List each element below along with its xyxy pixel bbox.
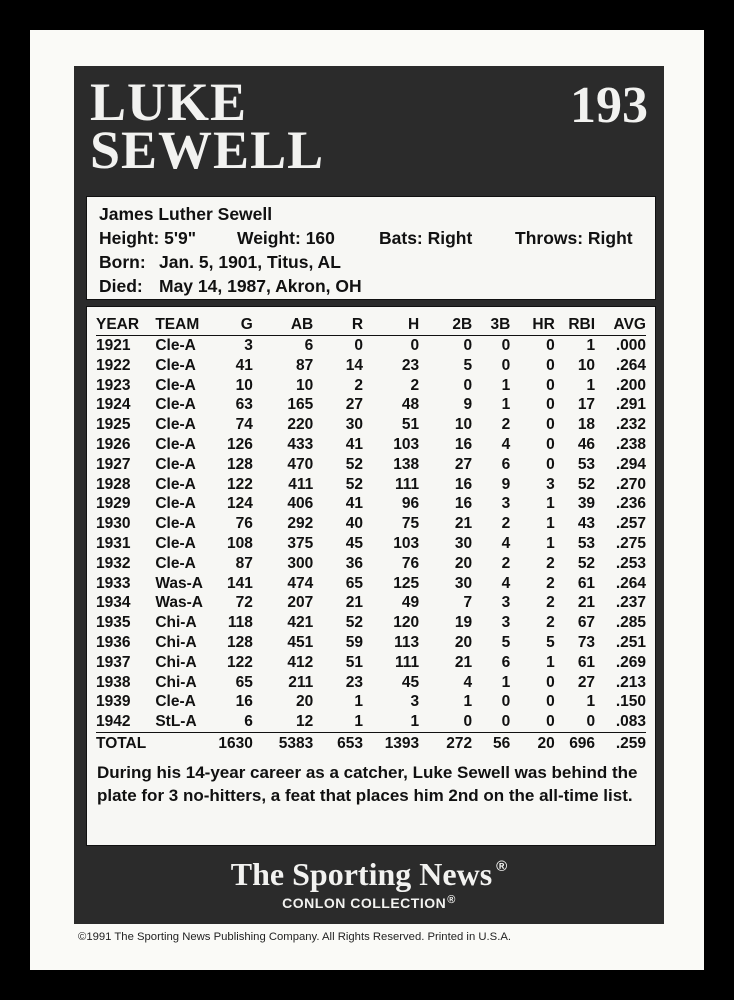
cell-g: 63 [235, 396, 253, 414]
cell-r: 51 [345, 653, 364, 671]
height: Height: 5'9" [99, 228, 197, 248]
cell-h: 1 [410, 713, 420, 731]
cell-g: 16 [235, 693, 253, 711]
total-team [155, 732, 214, 755]
cell-hr: 2 [546, 554, 555, 572]
cell-g: 126 [226, 435, 253, 453]
cell-rbi: 0 [586, 713, 596, 731]
cell-g: 41 [235, 356, 253, 374]
cell-ab: 87 [295, 356, 314, 374]
player-first-name: LUKE [90, 72, 248, 132]
cell-year: 1937 [96, 653, 131, 671]
cell-avg: .264 [615, 574, 646, 592]
sporting-news-logo [74, 856, 664, 913]
table-row [96, 653, 646, 673]
cell-team: Cle-A [155, 435, 196, 453]
bio-box [86, 196, 656, 300]
cell-r: 45 [345, 534, 364, 552]
cell-team: Cle-A [155, 475, 196, 493]
cell-avg: .200 [615, 376, 646, 394]
total-avg: .259 [595, 732, 646, 755]
cell-team: Was-A [155, 574, 203, 592]
table-row [96, 613, 646, 633]
cell-year: 1926 [96, 435, 131, 453]
cell-team: Was-A [155, 594, 203, 612]
cell-team: Cle-A [155, 337, 196, 354]
cell-g: 72 [235, 594, 253, 612]
cell-g: 122 [226, 653, 253, 671]
cell-avg: .213 [615, 673, 646, 691]
cell-ab: 375 [287, 534, 314, 552]
died-value: May 14, 1987, Akron, OH [159, 276, 362, 296]
cell-h: 76 [401, 554, 420, 572]
cell-r: 40 [345, 515, 364, 533]
cell-3b: 0 [501, 693, 511, 711]
cell-avg: .083 [615, 713, 646, 731]
table-row [96, 534, 646, 554]
cell-3b: 9 [501, 475, 511, 493]
cell-2b: 1 [463, 693, 473, 711]
career-summary: During his 14-year career as a catcher, Luke Sewell was behind the plate for 3 no-hitters, a feat that places him 2nd on the all-time list. [97, 763, 638, 805]
cell-avg: .275 [615, 534, 646, 552]
stats-total-row [96, 732, 646, 755]
cell-hr: 0 [546, 376, 555, 394]
cell-3b: 3 [501, 594, 511, 612]
total-rbi: 696 [555, 732, 595, 755]
collection-name-wrap [282, 894, 456, 912]
total-r: 653 [313, 732, 363, 755]
cell-rbi: 67 [577, 614, 596, 632]
registered-mark: ® [496, 858, 508, 875]
cell-g: 74 [235, 416, 253, 434]
cell-team: Cle-A [155, 356, 196, 374]
cell-hr: 1 [546, 653, 555, 671]
cell-ab: 300 [287, 554, 314, 572]
cell-ab: 6 [304, 337, 314, 354]
cell-3b: 2 [501, 554, 511, 572]
cell-h: 111 [395, 475, 420, 493]
cell-team: Chi-A [155, 673, 197, 691]
baseball-card-back [30, 30, 704, 970]
cell-team: Cle-A [155, 455, 196, 473]
cell-ab: 433 [287, 435, 314, 453]
cell-hr: 0 [546, 396, 555, 414]
cell-r: 0 [354, 337, 364, 354]
table-row [96, 554, 646, 574]
header-r: R [313, 315, 363, 336]
cell-hr: 0 [546, 693, 555, 711]
cell-ab: 10 [295, 376, 314, 394]
cell-3b: 4 [501, 534, 511, 552]
cell-team: Chi-A [155, 633, 197, 651]
cell-rbi: 73 [577, 633, 596, 651]
cell-h: 120 [393, 614, 420, 632]
table-row [96, 435, 646, 455]
cell-r: 23 [345, 673, 364, 691]
cell-year: 1922 [96, 356, 131, 374]
cell-avg: .264 [615, 356, 646, 374]
header-h: H [363, 315, 419, 336]
cell-team: Cle-A [155, 554, 196, 572]
table-row [96, 514, 646, 534]
cell-g: 128 [226, 633, 253, 651]
cell-avg: .253 [615, 554, 646, 572]
cell-h: 125 [393, 574, 420, 592]
cell-team: Cle-A [155, 416, 196, 434]
cell-rbi: 21 [577, 594, 596, 612]
table-row [96, 455, 646, 475]
cell-ab: 474 [287, 574, 314, 592]
table-row [96, 376, 646, 396]
table-row [96, 673, 646, 693]
table-row [96, 475, 646, 495]
cell-rbi: 1 [586, 376, 596, 394]
weight: Weight: 160 [237, 228, 335, 248]
cell-year: 1933 [96, 574, 131, 592]
cell-rbi: 46 [577, 435, 596, 453]
cell-r: 27 [345, 396, 364, 414]
cell-3b: 4 [501, 435, 511, 453]
cell-r: 52 [345, 475, 364, 493]
cell-hr: 0 [546, 455, 555, 473]
cell-year: 1925 [96, 416, 131, 434]
cell-year: 1927 [96, 455, 131, 473]
cell-rbi: 53 [577, 455, 596, 473]
cell-2b: 0 [463, 713, 473, 731]
cell-year: 1931 [96, 534, 131, 552]
cell-2b: 30 [454, 574, 473, 592]
table-row [96, 395, 646, 415]
cell-avg: .294 [615, 455, 646, 473]
cell-2b: 19 [454, 614, 473, 632]
table-row [96, 593, 646, 613]
total-2b: 272 [419, 732, 472, 755]
cell-rbi: 52 [577, 475, 596, 493]
cell-team: Chi-A [155, 653, 197, 671]
cell-avg: .257 [615, 515, 646, 533]
cell-h: 103 [393, 534, 420, 552]
cell-year: 1928 [96, 475, 131, 493]
cell-2b: 21 [454, 515, 473, 533]
cell-ab: 421 [287, 614, 314, 632]
cell-h: 49 [401, 594, 420, 612]
cell-2b: 0 [463, 337, 473, 354]
cell-3b: 2 [501, 416, 511, 434]
cell-3b: 1 [501, 376, 511, 394]
cell-g: 141 [226, 574, 253, 592]
cell-2b: 7 [463, 594, 473, 612]
cell-2b: 0 [463, 376, 473, 394]
cell-year: 1929 [96, 495, 131, 513]
cell-3b: 2 [501, 515, 511, 533]
cell-r: 41 [345, 495, 364, 513]
cell-h: 23 [401, 356, 420, 374]
cell-avg: .251 [615, 633, 646, 651]
cell-3b: 1 [501, 673, 511, 691]
cell-r: 59 [345, 633, 364, 651]
cell-rbi: 1 [586, 693, 596, 711]
cell-r: 52 [345, 614, 364, 632]
cell-rbi: 52 [577, 554, 596, 572]
cell-r: 36 [345, 554, 364, 572]
cell-ab: 451 [287, 633, 314, 651]
cell-2b: 4 [463, 673, 473, 691]
cell-ab: 292 [287, 515, 314, 533]
cell-avg: .238 [615, 435, 646, 453]
cell-year: 1921 [96, 337, 131, 354]
table-row [96, 692, 646, 712]
cell-g: 122 [226, 475, 253, 493]
cell-3b: 3 [501, 614, 511, 632]
cell-3b: 1 [501, 396, 511, 414]
cell-team: Cle-A [155, 396, 196, 414]
card-number: 193 [570, 77, 648, 134]
cell-avg: .269 [615, 653, 646, 671]
cell-ab: 211 [288, 673, 314, 691]
collection-name: CONLON COLLECTION [282, 895, 447, 911]
cell-rbi: 43 [577, 515, 596, 533]
cell-rbi: 61 [577, 653, 596, 671]
cell-r: 1 [354, 693, 364, 711]
cell-rbi: 39 [577, 495, 596, 513]
table-row [96, 494, 646, 514]
cell-hr: 2 [546, 614, 555, 632]
cell-g: 118 [227, 614, 253, 632]
table-row [96, 712, 646, 732]
cell-2b: 5 [463, 356, 473, 374]
cell-g: 65 [235, 673, 253, 691]
cell-avg: .236 [615, 495, 646, 513]
cell-rbi: 18 [577, 416, 596, 434]
cell-avg: .000 [615, 337, 646, 354]
cell-3b: 0 [501, 356, 511, 374]
cell-rbi: 1 [586, 337, 596, 354]
cell-g: 108 [226, 534, 253, 552]
table-row [96, 415, 646, 435]
cell-ab: 207 [287, 594, 314, 612]
cell-r: 52 [345, 455, 364, 473]
header-3b: 3B [472, 315, 510, 336]
total-h: 1393 [363, 732, 419, 755]
stats-box [86, 306, 656, 846]
cell-year: 1936 [96, 633, 131, 651]
cell-2b: 10 [454, 416, 473, 434]
header-hr: HR [510, 315, 555, 336]
header-ab: AB [253, 315, 313, 336]
cell-team: Cle-A [155, 534, 196, 552]
cell-h: 111 [395, 653, 420, 671]
died-label: Died: [99, 276, 143, 296]
cell-hr: 2 [546, 574, 555, 592]
cell-h: 75 [401, 515, 420, 533]
cell-r: 1 [354, 713, 364, 731]
copyright-notice: ©1991 The Sporting News Publishing Company. All Rights Reserved. Printed in U.S.A. [78, 931, 512, 943]
cell-year: 1939 [96, 693, 131, 711]
table-row [96, 574, 646, 594]
cell-h: 138 [393, 455, 420, 473]
cell-h: 2 [410, 376, 420, 394]
header-team: TEAM [155, 315, 214, 336]
full-name: James Luther Sewell [99, 204, 273, 224]
table-row [96, 633, 646, 653]
cell-2b: 20 [454, 554, 473, 572]
cell-year: 1935 [96, 614, 131, 632]
cell-3b: 0 [501, 713, 511, 731]
cell-2b: 27 [454, 455, 473, 473]
cell-hr: 0 [546, 435, 555, 453]
header-2b: 2B [419, 315, 472, 336]
cell-r: 65 [345, 574, 364, 592]
cell-3b: 6 [501, 455, 511, 473]
cell-hr: 0 [546, 356, 555, 374]
cell-g: 10 [235, 376, 253, 394]
total-hr: 20 [510, 732, 555, 755]
cell-avg: .291 [615, 396, 646, 414]
cell-avg: .232 [615, 416, 646, 434]
cell-rbi: 53 [577, 534, 596, 552]
cell-r: 21 [345, 594, 364, 612]
total-ab: 5383 [253, 732, 313, 755]
cell-2b: 20 [454, 633, 473, 651]
cell-rbi: 27 [577, 673, 596, 691]
cell-hr: 5 [546, 633, 555, 651]
header-g: G [215, 315, 253, 336]
cell-rbi: 10 [577, 356, 596, 374]
cell-avg: .150 [615, 693, 646, 711]
cell-r: 2 [354, 376, 364, 394]
born-label: Born: [99, 252, 146, 272]
card-panel [74, 66, 664, 924]
cell-hr: 1 [546, 495, 555, 513]
cell-hr: 1 [546, 515, 555, 533]
cell-3b: 6 [501, 653, 511, 671]
cell-g: 6 [244, 713, 253, 731]
cell-ab: 411 [288, 475, 314, 493]
cell-h: 96 [401, 495, 420, 513]
cell-hr: 0 [546, 713, 555, 731]
cell-avg: .285 [615, 614, 646, 632]
stats-rows [96, 336, 646, 733]
cell-ab: 220 [287, 416, 314, 434]
cell-rbi: 17 [577, 396, 596, 414]
cell-team: StL-A [155, 713, 197, 731]
born-value: Jan. 5, 1901, Titus, AL [159, 252, 341, 272]
cell-r: 41 [345, 435, 364, 453]
cell-3b: 3 [501, 495, 511, 513]
cell-g: 124 [226, 495, 253, 513]
cell-2b: 21 [454, 653, 473, 671]
cell-team: Cle-A [155, 693, 196, 711]
cell-h: 51 [401, 416, 420, 434]
cell-team: Cle-A [155, 495, 196, 513]
total-g: 1630 [215, 732, 253, 755]
table-row [96, 356, 646, 376]
cell-h: 103 [393, 435, 420, 453]
header-avg: AVG [595, 315, 646, 336]
cell-3b: 5 [501, 633, 511, 651]
total-label: TOTAL [96, 732, 155, 755]
cell-r: 30 [345, 416, 364, 434]
cell-g: 76 [235, 515, 253, 533]
cell-ab: 165 [287, 396, 314, 414]
brand-name: The Sporting News [230, 856, 493, 892]
cell-year: 1930 [96, 515, 131, 533]
cell-team: Chi-A [155, 614, 197, 632]
cell-team: Cle-A [155, 515, 196, 533]
bats: Bats: Right [379, 228, 473, 248]
cell-3b: 4 [501, 574, 511, 592]
cell-hr: 0 [546, 673, 555, 691]
cell-h: 48 [401, 396, 420, 414]
cell-2b: 16 [454, 495, 473, 513]
cell-h: 0 [410, 337, 420, 354]
cell-year: 1924 [96, 396, 131, 414]
cell-ab: 12 [295, 713, 314, 731]
player-last-name: SEWELL [90, 120, 325, 180]
cell-rbi: 61 [577, 574, 596, 592]
cell-hr: 1 [546, 534, 555, 552]
cell-year: 1923 [96, 376, 131, 394]
header-rbi: RBI [555, 315, 595, 336]
cell-r: 14 [345, 356, 364, 374]
cell-2b: 9 [463, 396, 473, 414]
stats-table [96, 315, 646, 755]
cell-3b: 0 [501, 337, 511, 354]
cell-year: 1938 [96, 673, 131, 691]
cell-ab: 470 [287, 455, 314, 473]
total-3b: 56 [472, 732, 510, 755]
cell-hr: 3 [546, 475, 555, 493]
cell-2b: 16 [454, 435, 473, 453]
cell-hr: 2 [546, 594, 555, 612]
cell-ab: 20 [295, 693, 314, 711]
cell-h: 45 [401, 673, 420, 691]
cell-g: 3 [244, 337, 253, 354]
collection-registered-mark: ® [447, 894, 456, 906]
brand-wordmark [231, 856, 507, 892]
cell-ab: 406 [287, 495, 314, 513]
cell-g: 87 [235, 554, 253, 572]
throws: Throws: Right [515, 228, 633, 248]
cell-h: 113 [394, 633, 420, 651]
cell-hr: 0 [546, 416, 555, 434]
cell-year: 1932 [96, 554, 131, 572]
cell-g: 128 [226, 455, 253, 473]
cell-h: 3 [410, 693, 420, 711]
table-row [96, 336, 646, 356]
stats-header-row [96, 315, 646, 336]
cell-2b: 30 [454, 534, 473, 552]
cell-hr: 0 [546, 337, 555, 354]
cell-avg: .237 [615, 594, 646, 612]
player-name [90, 72, 325, 180]
cell-year: 1934 [96, 594, 131, 612]
cell-2b: 16 [454, 475, 473, 493]
cell-year: 1942 [96, 713, 131, 731]
cell-ab: 412 [287, 653, 314, 671]
cell-avg: .270 [615, 475, 646, 493]
header-year: YEAR [96, 315, 155, 336]
cell-team: Cle-A [155, 376, 196, 394]
